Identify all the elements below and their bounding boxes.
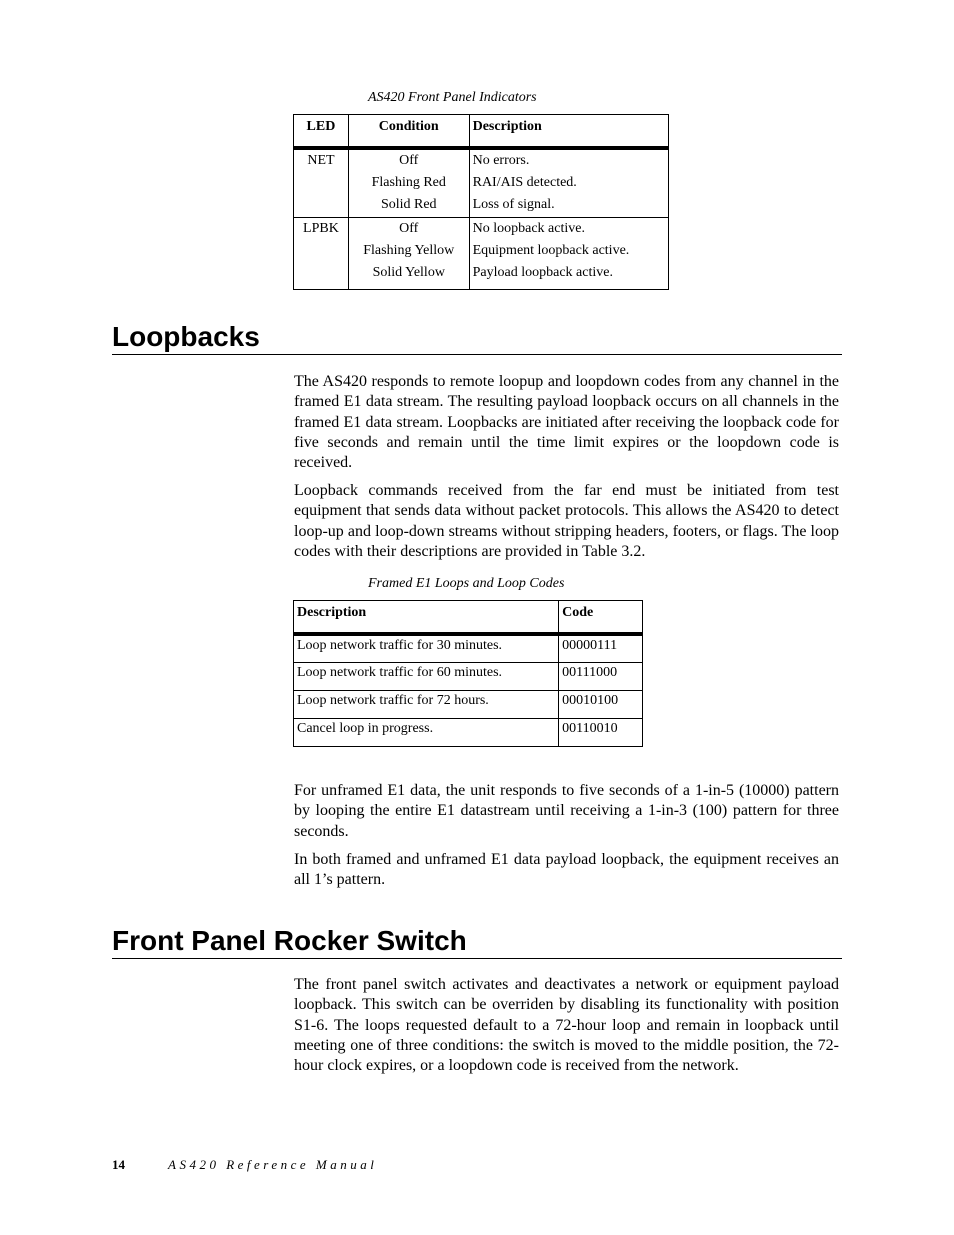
led-name: LPBK <box>303 221 339 236</box>
description: RAI/AIS detected. <box>472 174 577 190</box>
table-row <box>294 719 643 747</box>
condition: Solid Yellow <box>372 265 445 280</box>
loopbacks-paragraph-4: In both framed and unframed E1 data payload loopback, the equipment receives an all 1’s pattern. <box>294 851 839 889</box>
description: No errors. <box>472 152 530 168</box>
loop-code: 00010100 <box>559 691 643 719</box>
loop-code: 00110010 <box>559 719 643 747</box>
led-name: NET <box>307 152 335 168</box>
loop-description: Loop network traffic for 72 hours. <box>294 691 559 719</box>
condition: Solid Red <box>380 196 437 212</box>
condition: Flashing Red <box>371 174 446 190</box>
loopbacks-paragraph-3: For unframed E1 data, the unit responds to five seconds of a 1-in-5 (10000) pattern by looping the entire E1 datastream until receiving a 1-in-3 (100) pattern for three seconds. <box>294 782 839 840</box>
description: Payload loopback active. <box>472 265 613 280</box>
description: No loopback active. <box>472 221 585 236</box>
page-number: 14 <box>112 1157 125 1172</box>
condition: Flashing Yellow <box>363 243 455 258</box>
description: Equipment loopback active. <box>472 243 630 258</box>
table-row <box>294 634 643 663</box>
header-description: Description <box>469 115 668 148</box>
loop-code: 00000111 <box>559 634 643 663</box>
loop-description: Loop network traffic for 30 minutes. <box>294 634 559 663</box>
indicators-table <box>293 114 669 290</box>
description: Loss of signal. <box>472 196 555 212</box>
table-row <box>294 691 643 719</box>
loops-table-caption: Framed E1 Loops and Loop Codes <box>368 576 565 591</box>
header-code: Code <box>559 601 643 634</box>
loopbacks-paragraph-2: Loopback commands received from the far end must be initiated from test equipment that sends data without packet protocols. This allows the AS420 to detect loop-up and loop-down streams without stripping headers, footers, or flags. The loop codes with their descriptions are provided in Table 3.2. <box>294 482 839 560</box>
table-row <box>294 218 669 290</box>
loopbacks-paragraph-1: The AS420 responds to remote loopup and loopdown codes from any channel in the framed E1 data stream. The resulting payload loopback occurs on all channels in the framed E1 data stream. Loopbacks are initiated after receiving the loopback code for five seconds and remain until the time limit expires or the loopdown code is received. <box>294 373 839 472</box>
loops-table <box>293 600 643 747</box>
header-led: LED <box>294 115 349 148</box>
condition: Off <box>399 152 419 168</box>
section-heading-rocker-switch: Front Panel Rocker Switch <box>112 924 842 959</box>
loop-description: Cancel loop in progress. <box>294 719 559 747</box>
loop-code: 00111000 <box>559 663 643 691</box>
header-condition: Condition <box>348 115 469 148</box>
section-heading-loopbacks: Loopbacks <box>112 320 842 355</box>
rocker-paragraph-1: The front panel switch activates and deactivates a network or equipment payload loopback. This switch can be overriden by disabling its functionality with position S1-6. The loops requested default to a 72-hour loop and remain in loopback until meeting one of three conditions: the switch is moved to the middle position, the 72-hour clock expires, or a loopdown code is received from the network. <box>294 976 839 1075</box>
table-row <box>294 148 669 218</box>
loop-description: Loop network traffic for 60 minutes. <box>294 663 559 691</box>
condition: Off <box>399 221 419 236</box>
indicators-table-caption: AS420 Front Panel Indicators <box>368 90 537 105</box>
running-footer-title: AS420 Reference Manual <box>168 1157 378 1172</box>
table-row <box>294 663 643 691</box>
header-description: Description <box>294 601 559 634</box>
